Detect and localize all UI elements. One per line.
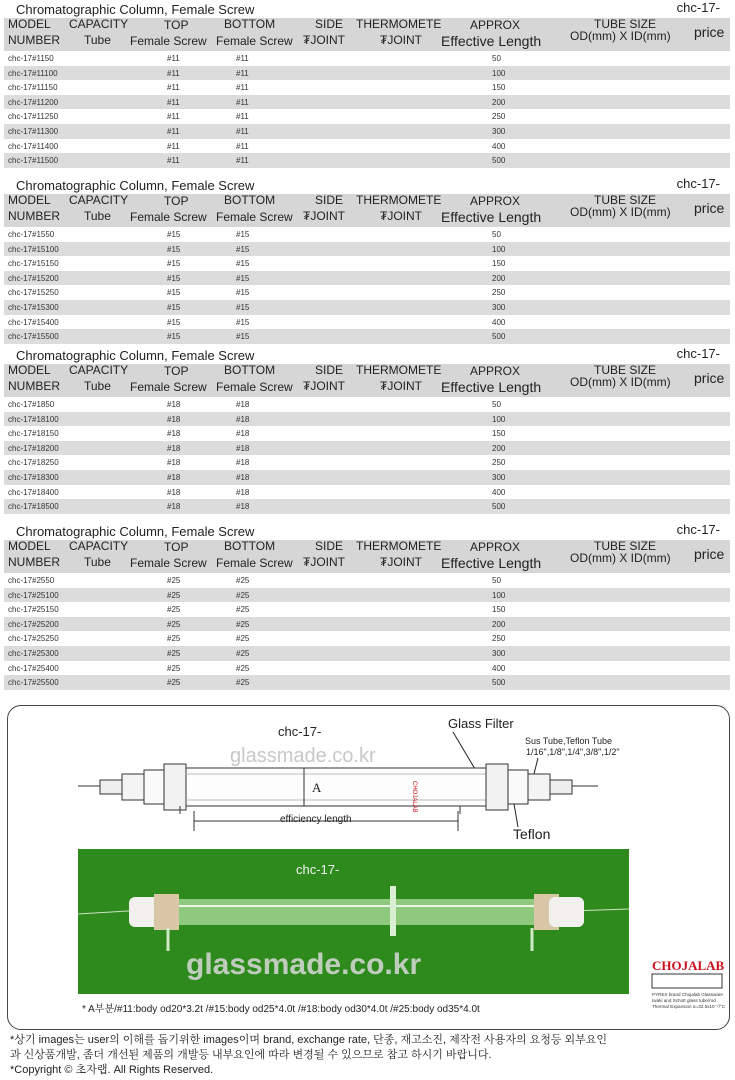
- cell-effective-length: 400: [492, 663, 506, 673]
- cell-model: chc-17#25400: [8, 663, 59, 673]
- header-top-sub: Female Screw: [130, 380, 207, 394]
- header-tubesize-sub: OD(mm) X ID(mm): [570, 29, 671, 43]
- table-row: [4, 109, 730, 124]
- cell-bottom-screw: #25: [236, 678, 250, 688]
- header-price: price: [694, 546, 725, 562]
- cell-model: chc-17#25200: [8, 619, 59, 629]
- header-price: price: [694, 24, 725, 40]
- product-diagram-panel: [7, 705, 730, 1030]
- cell-top-screw: #11: [167, 112, 180, 122]
- chojalab-logo: [652, 958, 726, 1009]
- cell-model: chc-17#15100: [8, 244, 59, 254]
- cell-model: chc-17#25150: [8, 605, 59, 615]
- table-row: [4, 227, 730, 242]
- cell-effective-length: 100: [492, 590, 506, 600]
- table-header: [4, 364, 730, 397]
- header-model: MODEL: [8, 363, 51, 377]
- cell-bottom-screw: #15: [236, 230, 250, 239]
- header-model: MODEL: [8, 539, 51, 553]
- header-tubesize: TUBE SIZE: [594, 539, 657, 553]
- header-tube: Tube: [84, 209, 111, 223]
- cell-top-screw: #11: [167, 83, 180, 93]
- cell-effective-length: 500: [492, 156, 506, 166]
- table-body: [4, 227, 730, 344]
- cell-model: chc-17#11300: [8, 126, 59, 136]
- header-approx: APPROX: [470, 364, 521, 378]
- header-tubesize-sub: OD(mm) X ID(mm): [570, 551, 671, 565]
- photo-watermark: glassmade.co.kr: [186, 948, 422, 981]
- table-row: [4, 256, 730, 271]
- right-screw-joint: [486, 764, 508, 810]
- cell-bottom-screw: #11: [236, 126, 249, 136]
- cell-top-screw: #11: [167, 54, 180, 63]
- header-side: SIDE: [315, 539, 344, 553]
- cell-effective-length: 200: [492, 97, 506, 107]
- teflon-leader: [514, 804, 518, 827]
- header-model: MODEL: [8, 17, 51, 31]
- right-nut: [528, 774, 550, 800]
- section-title: Chromatographic Column, Female Screw: [16, 348, 255, 363]
- cell-top-screw: #18: [167, 443, 181, 453]
- cell-model: chc-17#11150: [8, 83, 58, 93]
- copyright-line: *Copyright © 초자랩. All Rights Reserved.: [10, 1064, 214, 1076]
- table-row: [4, 426, 730, 441]
- table-row: [4, 271, 730, 286]
- sus-tube-leader: [534, 758, 538, 774]
- header-number: NUMBER: [8, 33, 61, 47]
- cell-model: chc-17#18200: [8, 443, 59, 453]
- header-tubesize: TUBE SIZE: [594, 363, 657, 377]
- cell-bottom-screw: #15: [236, 332, 250, 342]
- header-bottom-sub: Female Screw: [216, 34, 293, 48]
- header-top: TOP: [164, 540, 189, 554]
- header-side-sub: ₮JOINT: [303, 209, 345, 223]
- photo-code-label: chc-17-: [296, 862, 340, 877]
- cell-top-screw: #18: [167, 502, 181, 512]
- cell-top-screw: #25: [167, 678, 181, 688]
- diagram-code-label: chc-17-: [278, 724, 322, 739]
- cell-top-screw: #15: [167, 259, 181, 269]
- section-code: chc-17-: [676, 176, 720, 191]
- cell-top-screw: #15: [167, 273, 181, 283]
- table-row: [4, 455, 730, 470]
- cell-effective-length: 150: [492, 83, 506, 93]
- header-bottom: BOTTOM: [224, 17, 276, 31]
- cell-effective-length: 250: [492, 112, 506, 122]
- cell-effective-length: 250: [492, 288, 506, 298]
- cell-top-screw: #15: [167, 230, 181, 239]
- cell-bottom-screw: #11: [236, 97, 249, 107]
- cell-model: chc-17#1550: [8, 230, 55, 239]
- cell-top-screw: #15: [167, 332, 181, 342]
- cell-effective-length: 400: [492, 487, 506, 497]
- header-top: TOP: [164, 194, 189, 208]
- cell-effective-length: 50: [492, 54, 501, 63]
- table-row: [4, 80, 730, 95]
- cell-model: chc-17#11250: [8, 112, 59, 122]
- header-thermo-sub: ₮JOINT: [380, 209, 422, 223]
- cell-bottom-screw: #18: [236, 472, 250, 482]
- cell-model: chc-17#18500: [8, 502, 59, 512]
- cell-top-screw: #18: [167, 458, 181, 468]
- header-thermo: THERMOMETE: [356, 539, 442, 553]
- cell-effective-length: 250: [492, 634, 506, 644]
- header-side-sub: ₮JOINT: [303, 379, 345, 393]
- table-body: [4, 51, 730, 168]
- cell-effective-length: 500: [492, 502, 506, 512]
- table-row: [4, 485, 730, 500]
- header-tubesize-sub: OD(mm) X ID(mm): [570, 205, 671, 219]
- header-approx: APPROX: [470, 18, 521, 32]
- cell-effective-length: 300: [492, 126, 506, 136]
- logo-box: [652, 974, 722, 988]
- cell-bottom-screw: #11: [236, 83, 249, 93]
- cell-model: chc-17#11400: [8, 141, 59, 151]
- cell-top-screw: #18: [167, 400, 181, 409]
- table-header: [4, 540, 730, 573]
- header-side-sub: ₮JOINT: [303, 33, 345, 47]
- header-top: TOP: [164, 18, 189, 32]
- cell-model: chc-17#15300: [8, 302, 59, 312]
- cell-model: chc-17#15250: [8, 288, 59, 298]
- body-size-caption: * A부분/#11:body od20*3.2t /#15:body od25*4.0t /#18:body od30*4.0t /#25:body od35*4.0t: [82, 1004, 480, 1015]
- header-price: price: [694, 200, 725, 216]
- cell-model: chc-17#1850: [8, 400, 55, 409]
- header-capacity: CAPACITY: [69, 539, 129, 553]
- cell-effective-length: 300: [492, 648, 506, 658]
- header-model: MODEL: [8, 193, 51, 207]
- header-approx-sub: Effective Length: [441, 379, 542, 395]
- section-title: Chromatographic Column, Female Screw: [16, 2, 255, 17]
- cell-bottom-screw: #18: [236, 443, 250, 453]
- photo-right-cap: [549, 897, 584, 927]
- cell-top-screw: #25: [167, 605, 181, 615]
- header-bottom: BOTTOM: [224, 363, 276, 377]
- header-capacity: CAPACITY: [69, 17, 129, 31]
- table-row: [4, 631, 730, 646]
- diagram-svg: [8, 706, 729, 1029]
- efficiency-length-label: efficiency length: [280, 814, 352, 825]
- cell-bottom-screw: #15: [236, 317, 250, 327]
- header-side: SIDE: [315, 17, 344, 31]
- cell-effective-length: 150: [492, 605, 506, 615]
- table-row: [4, 66, 730, 81]
- left-screw-joint: [164, 764, 186, 810]
- cell-bottom-screw: #25: [236, 576, 250, 585]
- cell-bottom-screw: #11: [236, 54, 249, 63]
- logo-note-1: PYREX brand Chojalab Glassware: [652, 992, 723, 997]
- cell-model: chc-17#18300: [8, 472, 59, 482]
- section-title: Chromatographic Column, Female Screw: [16, 178, 255, 193]
- cell-effective-length: 300: [492, 472, 506, 482]
- header-thermo: THERMOMETE: [356, 17, 442, 31]
- header-tube: Tube: [84, 379, 111, 393]
- cell-effective-length: 250: [492, 458, 506, 468]
- photo-column-tube: [179, 899, 559, 925]
- cell-effective-length: 100: [492, 244, 506, 254]
- header-side-sub: ₮JOINT: [303, 555, 345, 569]
- header-side: SIDE: [315, 193, 344, 207]
- cell-bottom-screw: #25: [236, 590, 250, 600]
- header-tube: Tube: [84, 555, 111, 569]
- header-price: price: [694, 370, 725, 386]
- left-tube-fitting: [100, 780, 122, 794]
- cell-top-screw: #15: [167, 317, 181, 327]
- header-thermo-sub: ₮JOINT: [380, 33, 422, 47]
- photo-left-screw: [154, 894, 179, 930]
- cell-bottom-screw: #11: [236, 68, 249, 78]
- cell-model: chc-17#11500: [8, 156, 59, 166]
- table-row: [4, 242, 730, 257]
- table-row: [4, 675, 730, 690]
- cell-bottom-screw: #25: [236, 663, 250, 673]
- section-code: chc-17-: [676, 346, 720, 361]
- header-number: NUMBER: [8, 379, 61, 393]
- header-approx-sub: Effective Length: [441, 555, 542, 571]
- cell-top-screw: #25: [167, 619, 181, 629]
- cell-model: chc-17#15400: [8, 317, 59, 327]
- cell-model: chc-17#18150: [8, 429, 59, 439]
- table-row: [4, 51, 730, 66]
- table-row: [4, 95, 730, 110]
- header-number: NUMBER: [8, 555, 61, 569]
- cell-model: chc-17#2550: [8, 576, 55, 585]
- header-top-sub: Female Screw: [130, 34, 207, 48]
- cell-model: chc-17#25100: [8, 590, 59, 600]
- table-body: [4, 573, 730, 690]
- logo-note-3: Thermal Expansion α=32.5x10⁻⁷/°C: [652, 1004, 726, 1009]
- cell-bottom-screw: #18: [236, 502, 250, 512]
- cell-effective-length: 100: [492, 68, 506, 78]
- logo-note-2: Iwaki and Schott glass tube/rod: [652, 998, 716, 1003]
- table-row: [4, 285, 730, 300]
- cell-bottom-screw: #15: [236, 259, 250, 269]
- table-row: [4, 470, 730, 485]
- cell-top-screw: #18: [167, 472, 181, 482]
- table-row: [4, 153, 730, 168]
- table-row: [4, 300, 730, 315]
- cell-top-screw: #25: [167, 576, 181, 585]
- table-row: [4, 646, 730, 661]
- cell-model: chc-17#25500: [8, 678, 59, 688]
- cell-model: chc-17#15200: [8, 273, 59, 283]
- cell-bottom-screw: #15: [236, 244, 250, 254]
- cell-bottom-screw: #11: [236, 112, 249, 122]
- header-bottom: BOTTOM: [224, 193, 276, 207]
- cell-top-screw: #18: [167, 414, 181, 424]
- cell-bottom-screw: #11: [236, 141, 249, 151]
- section-code: chc-17-: [676, 0, 720, 15]
- logo-text: CHOJALAB: [652, 958, 725, 973]
- cell-top-screw: #15: [167, 302, 181, 312]
- cell-effective-length: 150: [492, 429, 506, 439]
- cell-bottom-screw: #11: [236, 156, 249, 166]
- table-row: [4, 499, 730, 514]
- table-row: [4, 397, 730, 412]
- cell-top-screw: #11: [167, 156, 180, 166]
- cell-top-screw: #25: [167, 634, 181, 644]
- header-tubesize-sub: OD(mm) X ID(mm): [570, 375, 671, 389]
- table-row: [4, 315, 730, 330]
- cell-model: chc-17#15150: [8, 259, 59, 269]
- table-row: [4, 124, 730, 139]
- cell-bottom-screw: #15: [236, 288, 250, 298]
- cell-effective-length: 200: [492, 443, 506, 453]
- header-approx: APPROX: [470, 194, 521, 208]
- cell-effective-length: 400: [492, 317, 506, 327]
- header-approx-sub: Effective Length: [441, 33, 542, 49]
- cell-top-screw: #11: [167, 126, 180, 136]
- cell-effective-length: 200: [492, 273, 506, 283]
- header-top: TOP: [164, 364, 189, 378]
- header-capacity: CAPACITY: [69, 363, 129, 377]
- header-thermo-sub: ₮JOINT: [380, 379, 422, 393]
- cell-top-screw: #11: [167, 68, 180, 78]
- header-bottom-sub: Female Screw: [216, 210, 293, 224]
- cell-top-screw: #18: [167, 429, 181, 439]
- photo-glass-filter: [390, 886, 396, 936]
- cell-model: chc-17#1150: [8, 54, 54, 63]
- header-thermo: THERMOMETE: [356, 193, 442, 207]
- cell-effective-length: 400: [492, 141, 506, 151]
- cell-model: chc-17#25300: [8, 648, 59, 658]
- header-thermo-sub: ₮JOINT: [380, 555, 422, 569]
- cell-bottom-screw: #25: [236, 634, 250, 644]
- tube-sizes-label: 1/16",1/8",1/4",3/8",1/2": [526, 747, 620, 757]
- watermark-top: glassmade.co.kr: [230, 745, 376, 767]
- header-tubesize: TUBE SIZE: [594, 193, 657, 207]
- table-header: [4, 18, 730, 51]
- cell-bottom-screw: #25: [236, 619, 250, 629]
- header-side: SIDE: [315, 363, 344, 377]
- header-bottom: BOTTOM: [224, 539, 276, 553]
- cell-bottom-screw: #18: [236, 400, 250, 409]
- section-title: Chromatographic Column, Female Screw: [16, 524, 255, 539]
- cell-effective-length: 150: [492, 259, 506, 269]
- cell-bottom-screw: #18: [236, 487, 250, 497]
- cell-effective-length: 100: [492, 414, 506, 424]
- cell-top-screw: #18: [167, 487, 181, 497]
- section-code: chc-17-: [676, 522, 720, 537]
- cell-bottom-screw: #18: [236, 458, 250, 468]
- cell-top-screw: #25: [167, 663, 181, 673]
- cell-top-screw: #11: [167, 97, 180, 107]
- cell-top-screw: #25: [167, 590, 181, 600]
- cell-model: chc-17#11100: [8, 68, 58, 78]
- cell-bottom-screw: #15: [236, 302, 250, 312]
- header-tubesize: TUBE SIZE: [594, 17, 657, 31]
- cell-top-screw: #15: [167, 288, 181, 298]
- table-row: [4, 412, 730, 427]
- header-approx-sub: Effective Length: [441, 209, 542, 225]
- header-number: NUMBER: [8, 209, 61, 223]
- cell-bottom-screw: #18: [236, 429, 250, 439]
- dimension-a-label: A: [312, 780, 322, 795]
- cell-bottom-screw: #25: [236, 605, 250, 615]
- left-cap: [144, 770, 164, 804]
- cell-top-screw: #25: [167, 648, 181, 658]
- cell-effective-length: 500: [492, 332, 506, 342]
- table-row: [4, 617, 730, 632]
- table-row: [4, 139, 730, 154]
- table-header: [4, 194, 730, 227]
- footnotes: [10, 1033, 730, 1078]
- cell-effective-length: 50: [492, 400, 501, 409]
- cell-effective-length: 50: [492, 230, 501, 239]
- sus-tube-label: Sus Tube,Teflon Tube: [525, 736, 613, 746]
- cell-effective-length: 300: [492, 302, 506, 312]
- cell-effective-length: 50: [492, 576, 501, 585]
- cell-effective-length: 200: [492, 619, 506, 629]
- header-tube: Tube: [84, 33, 111, 47]
- header-top-sub: Female Screw: [130, 210, 207, 224]
- cell-model: chc-17#25250: [8, 634, 59, 644]
- header-capacity: CAPACITY: [69, 193, 129, 207]
- left-nut: [122, 774, 144, 800]
- header-bottom-sub: Female Screw: [216, 380, 293, 394]
- right-tube-fitting: [550, 780, 572, 794]
- cell-top-screw: #15: [167, 244, 181, 254]
- right-cap: [508, 770, 528, 804]
- glass-filter-label: Glass Filter: [448, 716, 514, 731]
- product-photo: [78, 849, 629, 994]
- table-row: [4, 661, 730, 676]
- tube-brand-print: CHOJALAB: [411, 781, 417, 813]
- header-approx: APPROX: [470, 540, 521, 554]
- table-row: [4, 602, 730, 617]
- header-thermo: THERMOMETE: [356, 363, 442, 377]
- footnote-line-2: 과 신상품개발, 좀더 개선된 제품의 개발등 내부요인에 따라 변경될 수 있으므로 참고 하시기 바랍니다.: [10, 1049, 492, 1061]
- table-row: [4, 588, 730, 603]
- cell-bottom-screw: #18: [236, 414, 250, 424]
- header-top-sub: Female Screw: [130, 556, 207, 570]
- table-body: [4, 397, 730, 514]
- cell-model: chc-17#18250: [8, 458, 59, 468]
- cell-model: chc-17#18100: [8, 414, 59, 424]
- teflon-label: Teflon: [513, 826, 551, 842]
- cell-effective-length: 500: [492, 678, 506, 688]
- cell-bottom-screw: #15: [236, 273, 250, 283]
- table-row: [4, 441, 730, 456]
- table-row: [4, 329, 730, 344]
- cell-top-screw: #11: [167, 141, 180, 151]
- cell-model: chc-17#11200: [8, 97, 59, 107]
- cell-model: chc-17#15500: [8, 332, 59, 342]
- cell-bottom-screw: #25: [236, 648, 250, 658]
- table-row: [4, 573, 730, 588]
- cell-model: chc-17#18400: [8, 487, 59, 497]
- footnote-line-1: *상기 images는 user의 이해를 돕기위한 images이며 brand, exchange rate, 단종, 재고소진, 제작전 사용자의 요청등 외부요인: [10, 1034, 608, 1046]
- header-bottom-sub: Female Screw: [216, 556, 293, 570]
